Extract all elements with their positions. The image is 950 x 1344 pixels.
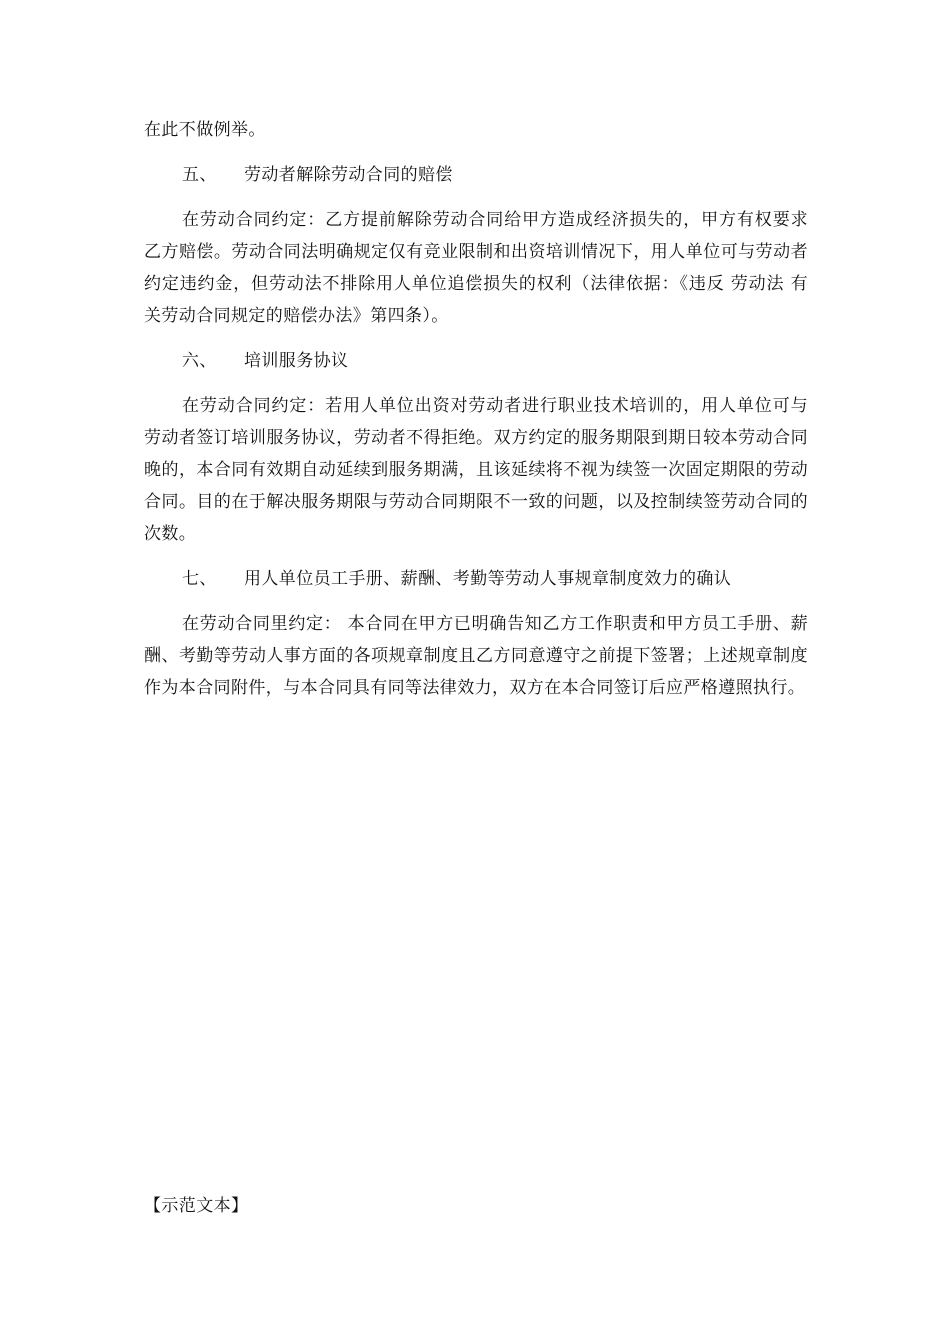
sample-text-tag: 【示范文本】 [144, 1196, 249, 1216]
section-title: 用人单位员工手册、薪酬、考勤等劳动人事规章制度效力的确认 [244, 569, 732, 589]
section-body-6: 在劳动合同约定：若用人单位出资对劳动者进行职业技术培训的，用人单位可与劳动者签订培训服务协议，劳动者不得拒绝。双方约定的服务期限到期日较本劳动合同晚的，本合同有效期自动延续到服务期满，且该延续将不视为续签一次固定期限的劳动合同。目的在于解决服务期限与劳动合同期限不一致的问题，以及控制续签劳动合同的次数。 [144, 396, 808, 544]
section-title: 劳动者解除劳动合同的赔偿 [244, 165, 453, 185]
section-body-5: 在劳动合同约定：乙方提前解除劳动合同给甲方造成经济损失的，甲方有权要求乙方赔偿。劳动合同法明确规定仅有竞业限制和出资培训情况下，用人单位可与劳动者约定违约金，但劳动法不排除用人单位追偿损失的权利（法律依据：《违反 劳动法 有关劳动合同规定的赔偿办法》第四条）。 [144, 210, 808, 326]
document-body [144, 114, 808, 704]
section-title: 培训服务协议 [244, 351, 349, 371]
section-number: 五、 [182, 165, 217, 185]
section-heading-7 [144, 563, 808, 595]
section-body-7: 在劳动合同里约定： 本合同在甲方已明确告知乙方工作职责和甲方员工手册、薪酬、考勤等劳动人事方面的各项规章制度且乙方同意遵守之前提下签署；上述规章制度作为本合同附件，与本合同具有同等法律效力，双方在本合同签订后应严格遵照执行。 [144, 614, 808, 698]
section-number: 七、 [182, 569, 217, 589]
section-heading-5 [144, 159, 808, 191]
section-heading-6 [144, 345, 808, 377]
section-number: 六、 [182, 351, 217, 371]
lead-line: 在此不做例举。 [144, 120, 266, 140]
